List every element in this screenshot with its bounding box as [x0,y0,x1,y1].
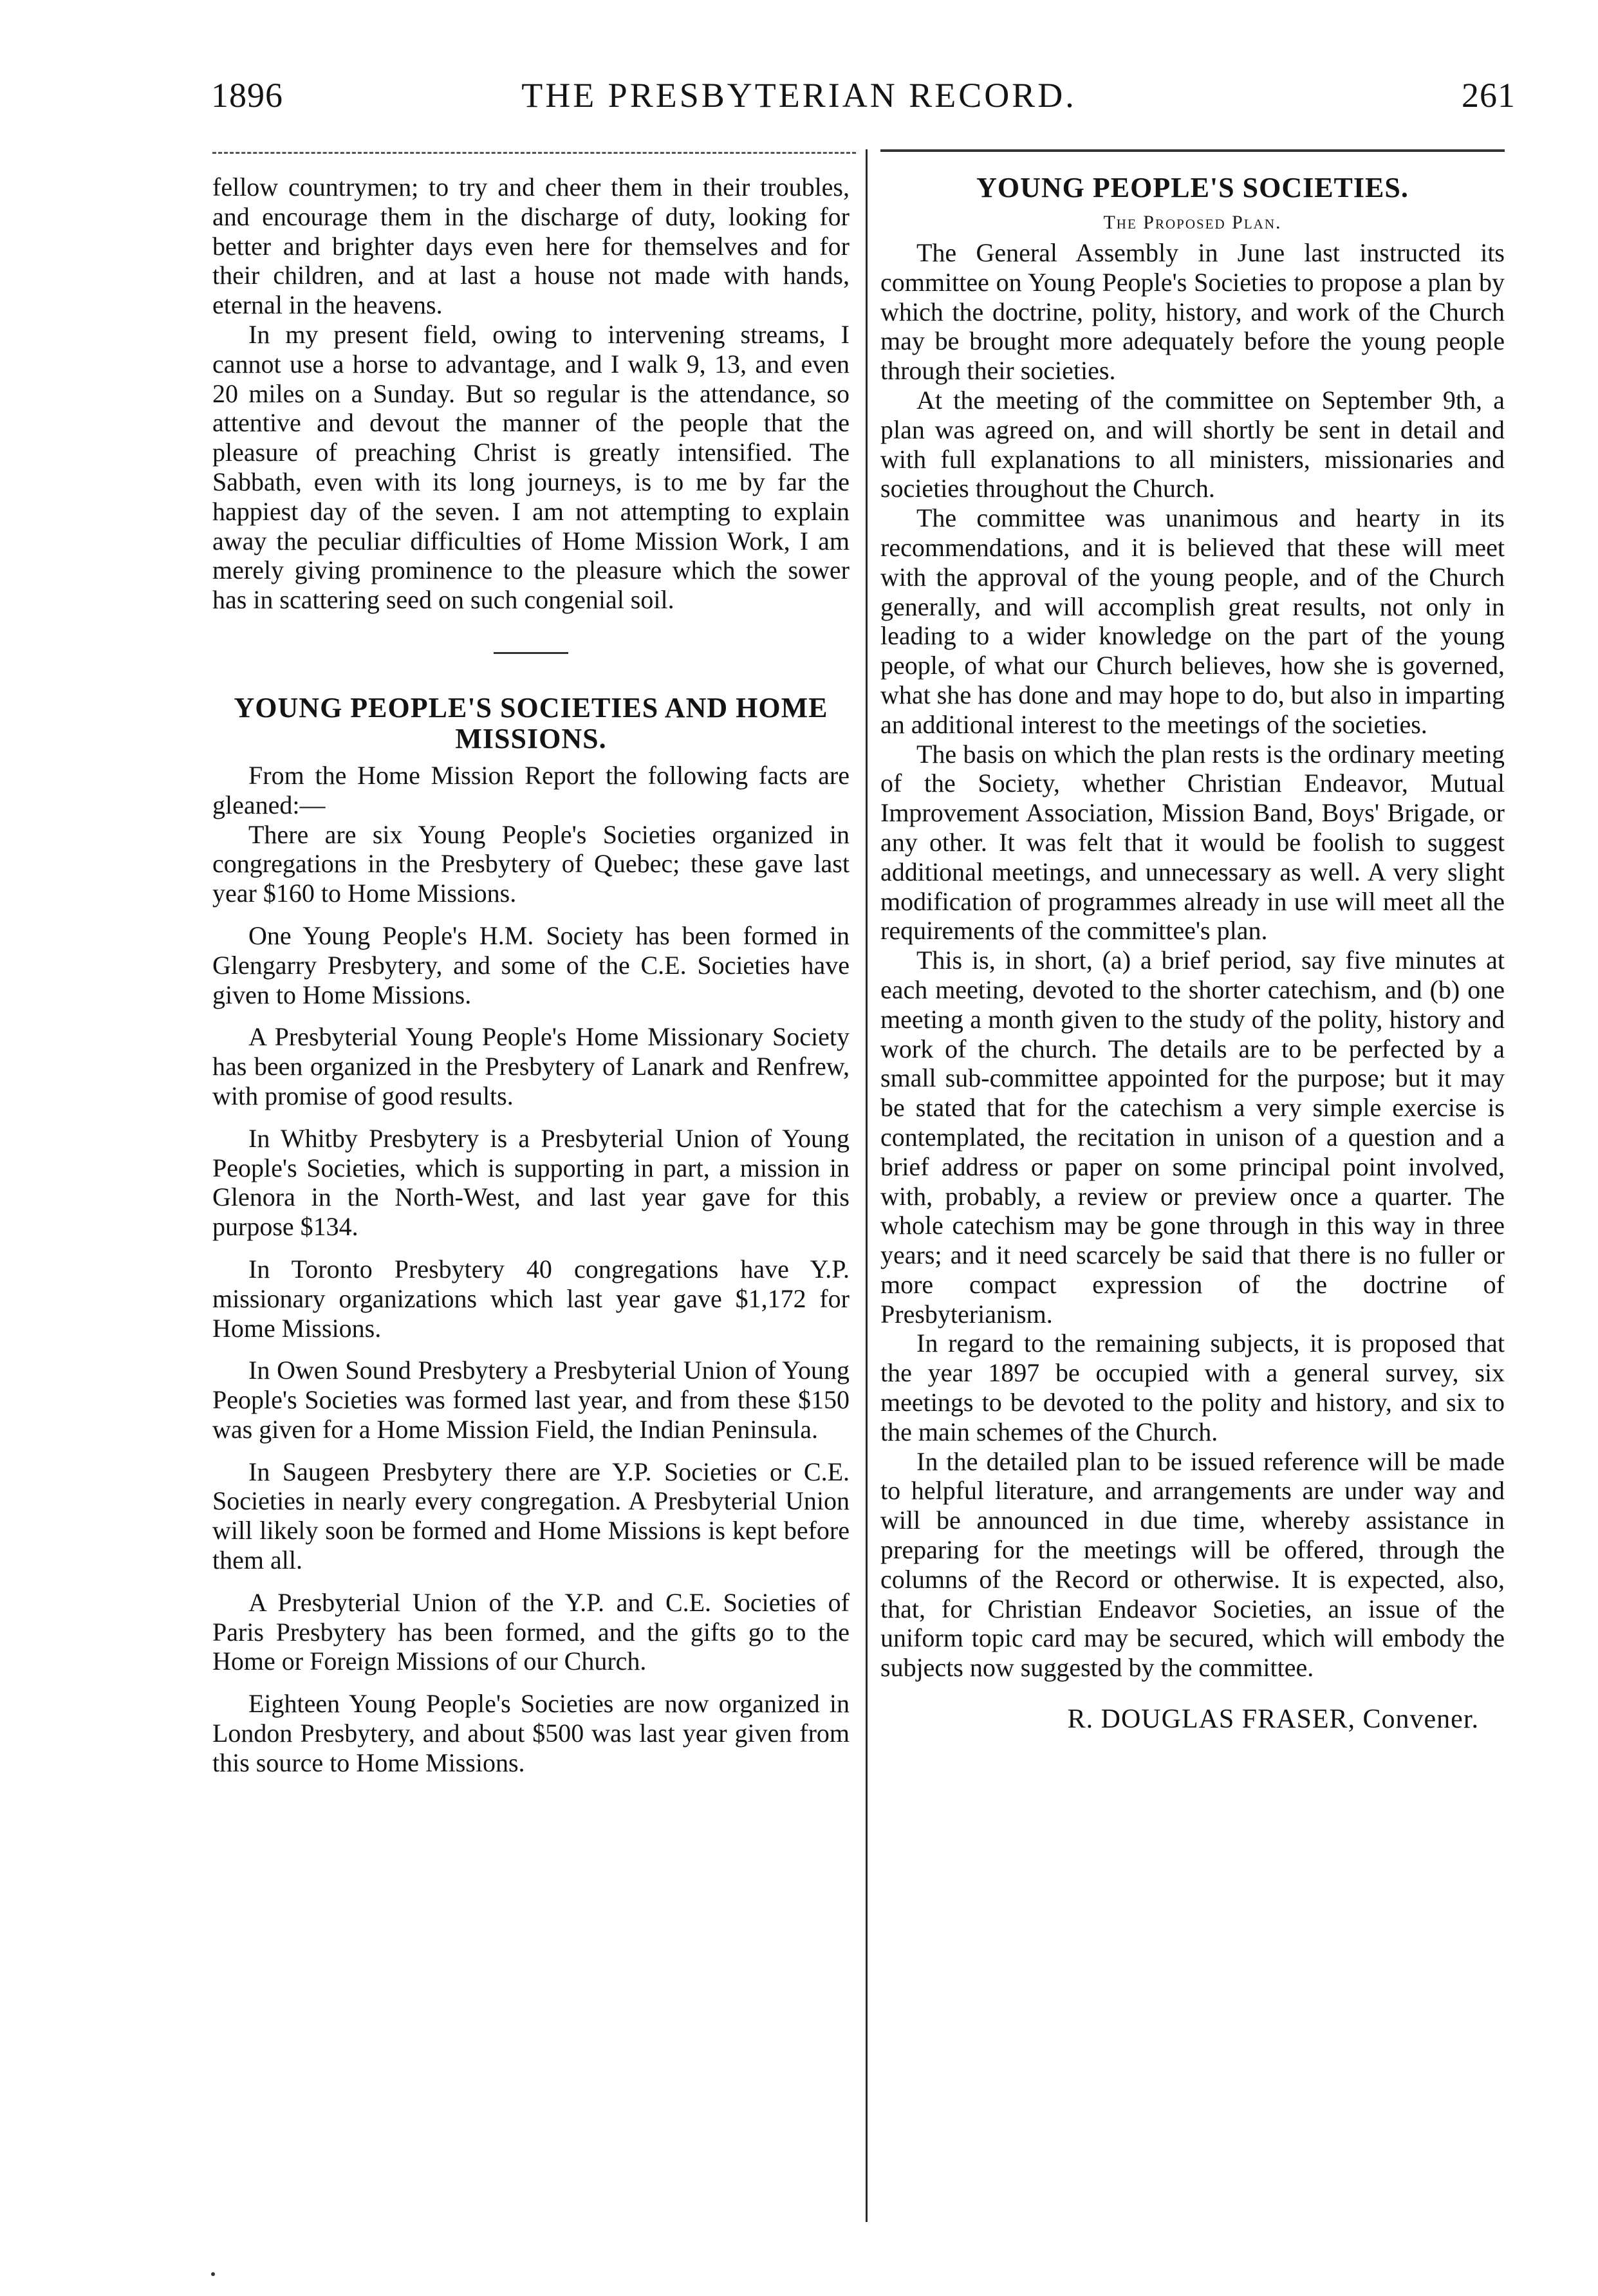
body-paragraph: In Saugeen Presbytery there are Y.P. Societies or C.E. Societies in nearly every congregation. A Presbyterial Union will likely soon be formed and Home Missions is kept before them all. [212,1457,850,1575]
print-speck [211,2272,215,2276]
article-heading-societies: YOUNG PEOPLE'S SOCIETIES. [976,172,1409,203]
page-number: 261 [1462,76,1516,115]
body-paragraph: The committee was unanimous and hearty in its recommendations, and it is believed that these will meet with the approval of the young people, and of the Church generally, and will accomplish great results, not only in leading to a wider knowledge on the part of the young people, of what our Church believes, how she is governed, what she has done and may hope to do, but also in imparting an additional interest to the meetings of the societies. [880,503,1505,739]
body-paragraph: The basis on which the plan rests is the ordinary meeting of the Society, whether Christian Endeavor, Mutual Improvement Association, Mission Band, Boys' Brigade, or any other. It was felt that it would be foolish to suggest additional meetings, and unnecessary as well. A very slight modification of programmes already in use will meet all the requirements of the committee's plan. [880,739,1505,946]
body-paragraph: The General Assembly in June last instructed its committee on Young People's Societies to propose a plan by which the doctrine, polity, history, and work of the Church may be brought more adequately before the young people through their societies. [880,238,1505,386]
body-paragraph: In Whitby Presbytery is a Presbyterial Union of Young People's Societies, which is supporting in part, a mission in Glenora in the North-West, and last year gave for this purpose $134. [212,1123,850,1242]
header-year: 1896 [211,76,283,115]
body-paragraph: In Owen Sound Presbytery a Presbyterial Union of Young People's Societies was formed last year, and from these $150 was given for a Home Mission Field, the Indian Peninsula. [212,1356,850,1444]
column-divider [866,149,868,2222]
body-paragraph: A Presbyterial Young People's Home Missionary Society has been organized in the Presbytery of Lanark and Renfrew, with promise of good results. [212,1022,850,1110]
right-column [880,173,1505,1734]
body-paragraph: Eighteen Young People's Societies are now organized in London Presbytery, and about $500 was last year given from this source to Home Missions. [212,1689,850,1777]
body-paragraph: This is, in short, (a) a brief period, say five minutes at each meeting, devoted to the shorter catechism, and (b) one meeting a month given to the study of the polity, history and work of the church. The details are to be perfected by a small sub-committee appointed for the purpose; but it may be stated that for the catechism a very simple exercise is contemplated, the recitation in unison of a question and a brief address or paper on some principal point involved, with, probably, a review or preview once a quarter. The whole catechism may be gone through in this way in three years; and it need scarcely be said that there is no fuller or more compact expression of the doctrine of Presbyterianism. [880,946,1505,1329]
body-paragraph: There are six Young People's Societies organized in congregations in the Presbytery of Quebec; these gave last year $160 to Home Missions. [212,819,850,908]
body-paragraph: In Toronto Presbytery 40 congregations have Y.P. missionary organizations which last year gave $1,172 for Home Missions. [212,1254,850,1343]
signature-line: R. DOUGLAS FRASER, Convener. [1067,1704,1479,1735]
header-rule-right [880,149,1505,152]
left-column [212,173,850,1778]
section-separator [494,652,568,654]
running-title: THE PRESBYTERIAN RECORD. [521,76,1077,115]
article-subheading: The Proposed Plan. [1103,212,1282,233]
article-heading-home-missions: YOUNG PEOPLE'S SOCIETIES AND HOME MISSIONS. [234,691,828,754]
continued-paragraph: fellow countrymen; to try and cheer them in their troubles, and encourage them in the discharge of duty, looking for better and brighter days even here for themselves and for their children, and at last a house not made with hands, eternal in the heavens. [212,173,850,320]
header-rule-left [212,152,856,154]
body-paragraph: In my present field, owing to intervening streams, I cannot use a horse to advantage, and I walk 9, 13, and even 20 miles on a Sunday. But so regular is the attendance, so attentive and devout the manner of the people that the pleasure of preaching Christ is greatly intensified. The Sabbath, even with its long journeys, is to me by far the happiest day of the seven. I am not attempting to explain away the peculiar difficulties of Home Mission Work, I am merely giving prominence to the pleasure which the sower has in scattering seed on such congenial soil. [212,319,850,615]
body-paragraph: In the detailed plan to be issued reference will be made to helpful literature, and arrangements are under way and will be announced in due time, whereby assistance in preparing for the meetings will be offered, through the columns of the Record or otherwise. It is expected, also, that, for Christian Endeavor Societies, an issue of the uniform topic card may be secured, which will embody the subjects now suggested by the committee. [880,1446,1505,1683]
body-paragraph: A Presbyterial Union of the Y.P. and C.E. Societies of Paris Presbytery has been formed, and the gifts go to the Home or Foreign Missions of our Church. [212,1587,850,1676]
body-paragraph: In regard to the remaining subjects, it is proposed that the year 1897 be occupied with a general survey, six meetings to be devoted to the polity and history, and six to the main schemes of the Church. [880,1329,1505,1446]
body-paragraph: One Young People's H.M. Society has been formed in Glengarry Presbytery, and some of the C.E. Societies have given to Home Missions. [212,920,850,1009]
body-paragraph: At the meeting of the committee on September 9th, a plan was agreed on, and will shortly be sent in detail and with full explanations to all ministers, missionaries and societies throughout the Church. [880,385,1505,503]
body-paragraph: From the Home Mission Report the following facts are gleaned:— [212,760,850,819]
